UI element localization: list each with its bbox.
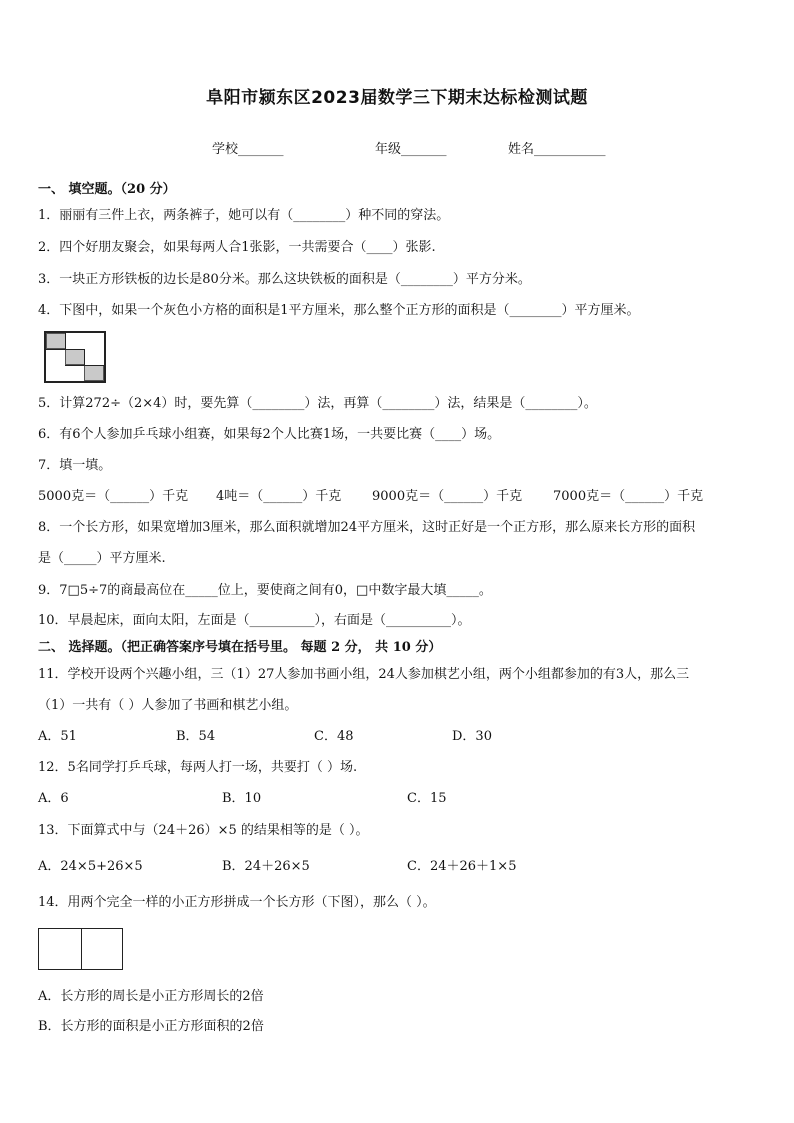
question-7: 7．填一填。 <box>38 458 112 473</box>
option-a: A．6 <box>38 791 69 806</box>
gray-cell <box>46 333 66 349</box>
question-10: 10．早晨起床，面向太阳，左面是（__________），右面是（__________）。 <box>38 613 471 628</box>
grid-line <box>84 349 85 365</box>
question-14: 14．用两个完全一样的小正方形拼成一个长方形（下图），那么（ ）。 <box>38 895 436 910</box>
grid-square-figure <box>44 331 106 383</box>
option-b: B．长方形的面积是小正方形面积的2倍 <box>38 1019 264 1034</box>
page-title: 阜阳市颍东区2023届数学三下期末达标检测试题 <box>206 88 588 108</box>
section1-heading: 一、 填空题。（20 分） <box>38 182 176 197</box>
question-8-line1: 8．一个长方形，如果宽增加3厘米，那么面积就增加24平方厘米，这时正好是一个正方形，那么原来长方形的面积 <box>38 520 696 535</box>
section2-heading: 二、 选择题。（把正确答案序号填在括号里。 每题 2 分， 共 10 分） <box>38 640 442 655</box>
question-6: 6．有6个人参加乒乓球小组赛，如果每2个人比赛1场，一共要比赛（____）场。 <box>38 427 501 442</box>
gray-cell <box>84 365 104 381</box>
question-11-line2: （1）一共有（ ）人参加了书画和棋艺小组。 <box>38 698 298 713</box>
option-d: D．30 <box>452 729 492 744</box>
two-squares-rectangle-figure <box>38 928 123 970</box>
question-11-line1: 11．学校开设两个兴趣小组，三（1）27人参加书画小组，24人参加棋艺小组，两个小组都参加的有3人，那么三 <box>38 667 690 682</box>
question-2: 2．四个好朋友聚会，如果每两人合1张影，一共需要合（____）张影. <box>38 240 436 255</box>
grid-line <box>65 365 104 366</box>
option-b: B．10 <box>222 791 262 806</box>
school-field[interactable]: 学校_______ <box>212 142 284 157</box>
question-7-a: 5000克＝（______）千克 <box>38 489 189 504</box>
option-b: B．24＋26×5 <box>222 859 310 874</box>
divider-line <box>81 929 82 969</box>
question-4: 4．下图中，如果一个灰色小方格的面积是1平方厘米，那么整个正方形的面积是（________）平方厘米。 <box>38 303 640 318</box>
grid-line <box>46 349 85 350</box>
question-9: 9．7□5÷7的商最高位在_____位上，要使商之间有0，□中数字最大填_____。 <box>38 583 492 598</box>
question-1: 1．丽丽有三件上衣，两条裤子，她可以有（________）种不同的穿法。 <box>38 208 450 223</box>
option-c: C．48 <box>314 729 354 744</box>
question-8-line2: 是（_____）平方厘米. <box>38 551 166 566</box>
option-c: C．24＋26＋1×5 <box>407 859 517 874</box>
option-a: A．51 <box>38 729 77 744</box>
question-7-d: 7000克＝（______）千克 <box>553 489 704 504</box>
question-7-b: 4吨＝（______）千克 <box>216 489 342 504</box>
grid-line <box>65 333 66 349</box>
name-field[interactable]: 姓名___________ <box>508 142 606 157</box>
option-a: A．长方形的周长是小正方形周长的2倍 <box>38 989 264 1004</box>
gray-cell <box>65 349 85 365</box>
question-3: 3．一块正方形铁板的边长是80分米。那么这块铁板的面积是（________）平方分米。 <box>38 272 531 287</box>
option-c: C．15 <box>407 791 447 806</box>
question-13: 13．下面算式中与（24＋26）×5 的结果相等的是（ ）。 <box>38 823 369 838</box>
question-12: 12．5名同学打乒乓球，每两人打一场，共要打（ ）场. <box>38 760 358 775</box>
option-a: A．24×5+26×5 <box>38 859 143 874</box>
option-b: B．54 <box>176 729 216 744</box>
question-5: 5．计算272÷（2×4）时，要先算（________）法，再算（________）法，结果是（________）。 <box>38 396 597 411</box>
question-7-c: 9000克＝（______）千克 <box>372 489 523 504</box>
grade-field[interactable]: 年级_______ <box>375 142 447 157</box>
